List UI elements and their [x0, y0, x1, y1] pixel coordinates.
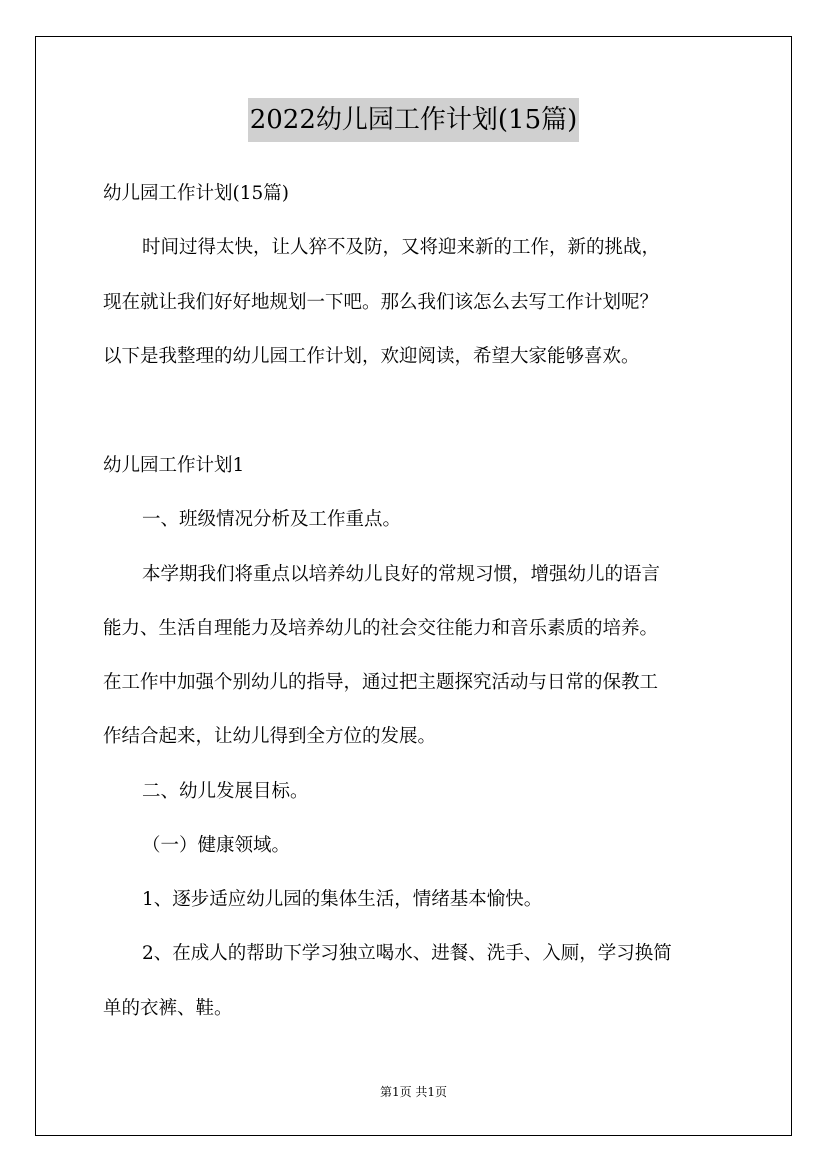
document-title: 2022幼儿园工作计划(15篇) [248, 98, 580, 142]
paragraph-line: 在工作中加强个别幼儿的指导，通过把主题探究活动与日常的保教工 [103, 672, 659, 693]
paragraph-line: 时间过得太快，让人猝不及防，又将迎来新的工作，新的挑战， [142, 237, 661, 258]
page-footer: 第1页 共1页 [379, 1085, 448, 1099]
paragraph-line: 作结合起来，让幼儿得到全方位的发展。 [103, 726, 437, 747]
paragraph-line: 本学期我们将重点以培养幼儿良好的常规习惯，增强幼儿的语言 [142, 564, 661, 585]
paragraph-line: 2、在成人的帮助下学习独立喝水、进餐、洗手、入厕，学习换简 [142, 943, 672, 964]
section-heading: 幼儿园工作计划1 [103, 455, 245, 476]
paragraph-line: 以下是我整理的幼儿园工作计划，欢迎阅读，希望大家能够喜欢。 [103, 346, 640, 367]
subtitle-line: 幼儿园工作计划(15篇) [103, 183, 289, 204]
paragraph-line: 现在就让我们好好地规划一下吧。那么我们该怎么去写工作计划呢？ [103, 292, 659, 313]
paragraph-line: 单的衣裤、鞋。 [103, 998, 233, 1019]
paragraph-line: 能力、生活自理能力及培养幼儿的社会交往能力和音乐素质的培养。 [103, 618, 659, 639]
paragraph-line: 一、班级情况分析及工作重点。 [142, 509, 402, 530]
paragraph-line: 1、逐步适应幼儿园的集体生活，情绪基本愉快。 [142, 889, 543, 910]
paragraph-line: 二、幼儿发展目标。 [142, 781, 309, 802]
title-container [0, 98, 827, 142]
paragraph-line: （一）健康领域。 [142, 835, 291, 856]
